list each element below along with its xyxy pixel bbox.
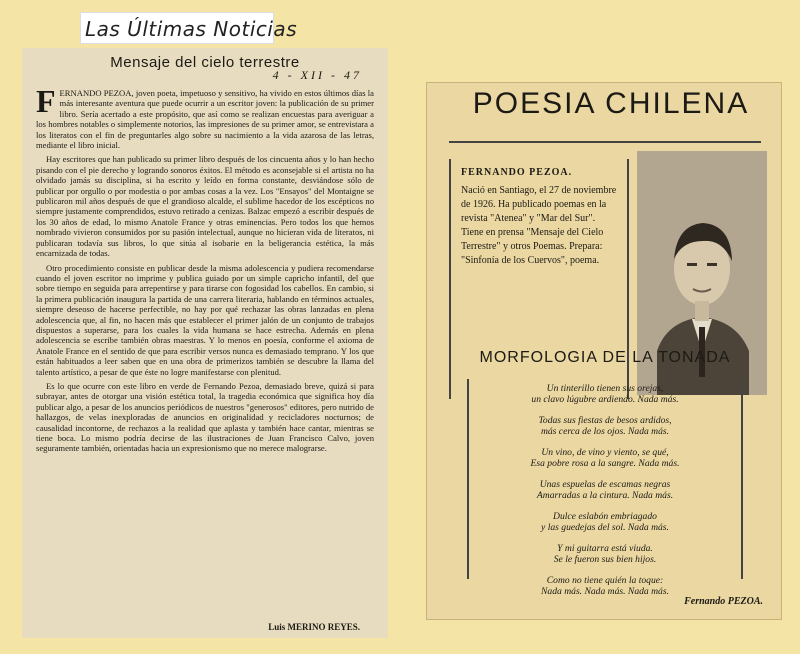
clipping-heading: Mensaje del cielo terrestre	[110, 54, 300, 71]
left-newspaper-clipping	[22, 48, 388, 638]
poem-line: Amarradas a la cintura. Nada más.	[536, 490, 674, 501]
bio-text: Nació en Santiago, el 27 de noviembre de 1926. Ha publicado poemas en la revista "Atenea" y "Mar del Sur". Tiene en prensa "Mensaje del Cielo Terrestre" y otros Poemas. Prepara: "Sinfonía de los Cuervos", poema.	[461, 185, 617, 266]
poem-stanza	[477, 575, 733, 597]
poem-stanza	[477, 383, 733, 405]
article-paragraph: FERNANDO PEZOA, joven poeta, impetuoso y sensitivo, ha vivido en estos últimos días la más interesante aventura que puede ocurrir a un escritor joven: la publicación de su primer libro. Sería acertado a este propósito, que así como se realizan encuestas para averiguar a los hombres notables o simplemente notorios, las impresiones de su primer amor, se entrevistara a los literatos con el fin de preguntarles algo sobre su nacimiento a la vida azarosa de las letras, mediante el libro inicial.	[36, 83, 374, 151]
poem-stanza	[477, 543, 733, 565]
poem-line: Un vino, de vino y viento, se qué,	[541, 447, 669, 458]
poem-stanza	[477, 479, 733, 501]
poem-line: Y mi guitarra está viuda.	[557, 543, 653, 554]
poem-line: Todas sus fiestas de besos ardidos,	[538, 415, 672, 426]
newspaper-label: Las Últimas Noticias	[80, 12, 274, 44]
article-paragraph: Es lo que ocurre con este libro en verde de Fernando Pezoa, demasiado breve, quizá si para subrayar, antes de otorgar una visión estética total, la tragedia económica que significa hoy día publicar algo, a pesar de los anuncios periódicos de nuestros "generosos" editores, pero nutrido de hallazgos, de velas inexploradas de anuncios en originalidad y recicladores nocturnos; de causalidad incontorne, de rechazos a la realidad que aplasta y también hace cantar, mientras se tiene boca. Lo mismo podría decirse de las ilustraciones de Juan Francisco Calvo, joven seguramente también, orientadas hacia un expresionismo que no merece malograrse.	[36, 380, 374, 454]
bio-name: FERNANDO PEZOA.	[461, 167, 573, 178]
title-rule	[449, 141, 761, 143]
poem	[467, 379, 743, 597]
article-body	[36, 83, 374, 608]
poem-line: Unas espuelas de escamas negras	[539, 479, 671, 490]
poem-stanza	[477, 415, 733, 437]
article-paragraph: Hay escritores que han publicado su primer libro después de los cincuenta años y lo han hecho pisando con el pie derecho y logrando sonoros éxitos. El método es aconsejable si el artista no ha olvidado jamás su disciplina, si ha escrito y leído en forma constante, desviándose sólo de publicar por orgullo o por modestia o por ambas cosas a la vez. Los "Ensayos" del Montaigne se publicaron mil años después de que el grandioso alcalde, el sublime hacedor de los escépticos no siempre justamente comprendidos, estuvo retirado a cenizas. Balzac empezó a escribir después de los 30 años de edad, lo mismo Anatole France y otras eminencias. Pero todos los que hemos nombrado vivieron consumidos por su pasión intelectual, aunque no hicieran vida de literatos, ni publicaran todavía sus libros, lo que sitúa al isobarie en la beligerancia estética, la más encarnizada de todas.	[36, 154, 374, 259]
poem-stanza	[477, 511, 733, 533]
poem-line: y las guedejas del sol. Nada más.	[541, 522, 669, 533]
section-title: POESIA CHILENA	[472, 87, 750, 120]
article-signature: Luis MERINO REYES.	[268, 622, 360, 632]
poem-author: Fernando PEZOA.	[684, 596, 763, 607]
poem-line: Se le fueron sus bien hijos.	[553, 554, 657, 565]
poem-line: Nada más. Nada más. Nada más.	[541, 586, 669, 597]
handwritten-date: 4 - XII - 47	[272, 68, 362, 82]
poem-line: Esa pobre rosa a la sangre. Nada más.	[530, 458, 680, 469]
poem-line: Un tinterillo tienen sus orejas,	[546, 383, 664, 394]
poem-stanza	[477, 447, 733, 469]
poem-line: Dulce eslabón embriagado	[553, 511, 657, 522]
poem-line: un clavo lúgubre ardiendo. Nada más.	[531, 394, 679, 405]
right-newspaper-clipping	[426, 82, 782, 620]
poem-title: MORFOLOGIA DE LA TONADA	[479, 349, 731, 366]
poem-line: Como no tiene quién la toque:	[546, 575, 664, 586]
article-paragraph: Otro procedimiento consiste en publicar desde la misma adolescencia y pudiera recomendarse cuando el joven escritor no imprime y publica guiado por un simple capricho infantil, del que sobre tiempo en seguida para arrepentirse y para tirarse con fogosidad los cabellos. En cambio, si la primera publicación inaugura la partida de una carrera literaria, hablando en términos actuales, siempre deseoso de hacerse perfectible, no hay por qué rechazar las obras lanzadas en plena adolescencia que, al fin, no hacen más que establecer el primer jalón de un conjunto de trabajos dispuestos a superarse, para los cuales la vida humana se hace estrecha. Además en plena adolescencia se escribe también obras maestras. Y lo menos en poesía, conforme el axioma de Anatole France en el sentido de que para escribir versos nunca es demasiado temprano. Y los que están habituados a leer saben que en una obra de primerizos también se descubre la llama del talento artístico, a pesar de que éste no logre manifestarse con plenitud.	[36, 262, 374, 377]
poem-line: más cerca de los ojos. Nada más.	[540, 426, 670, 437]
